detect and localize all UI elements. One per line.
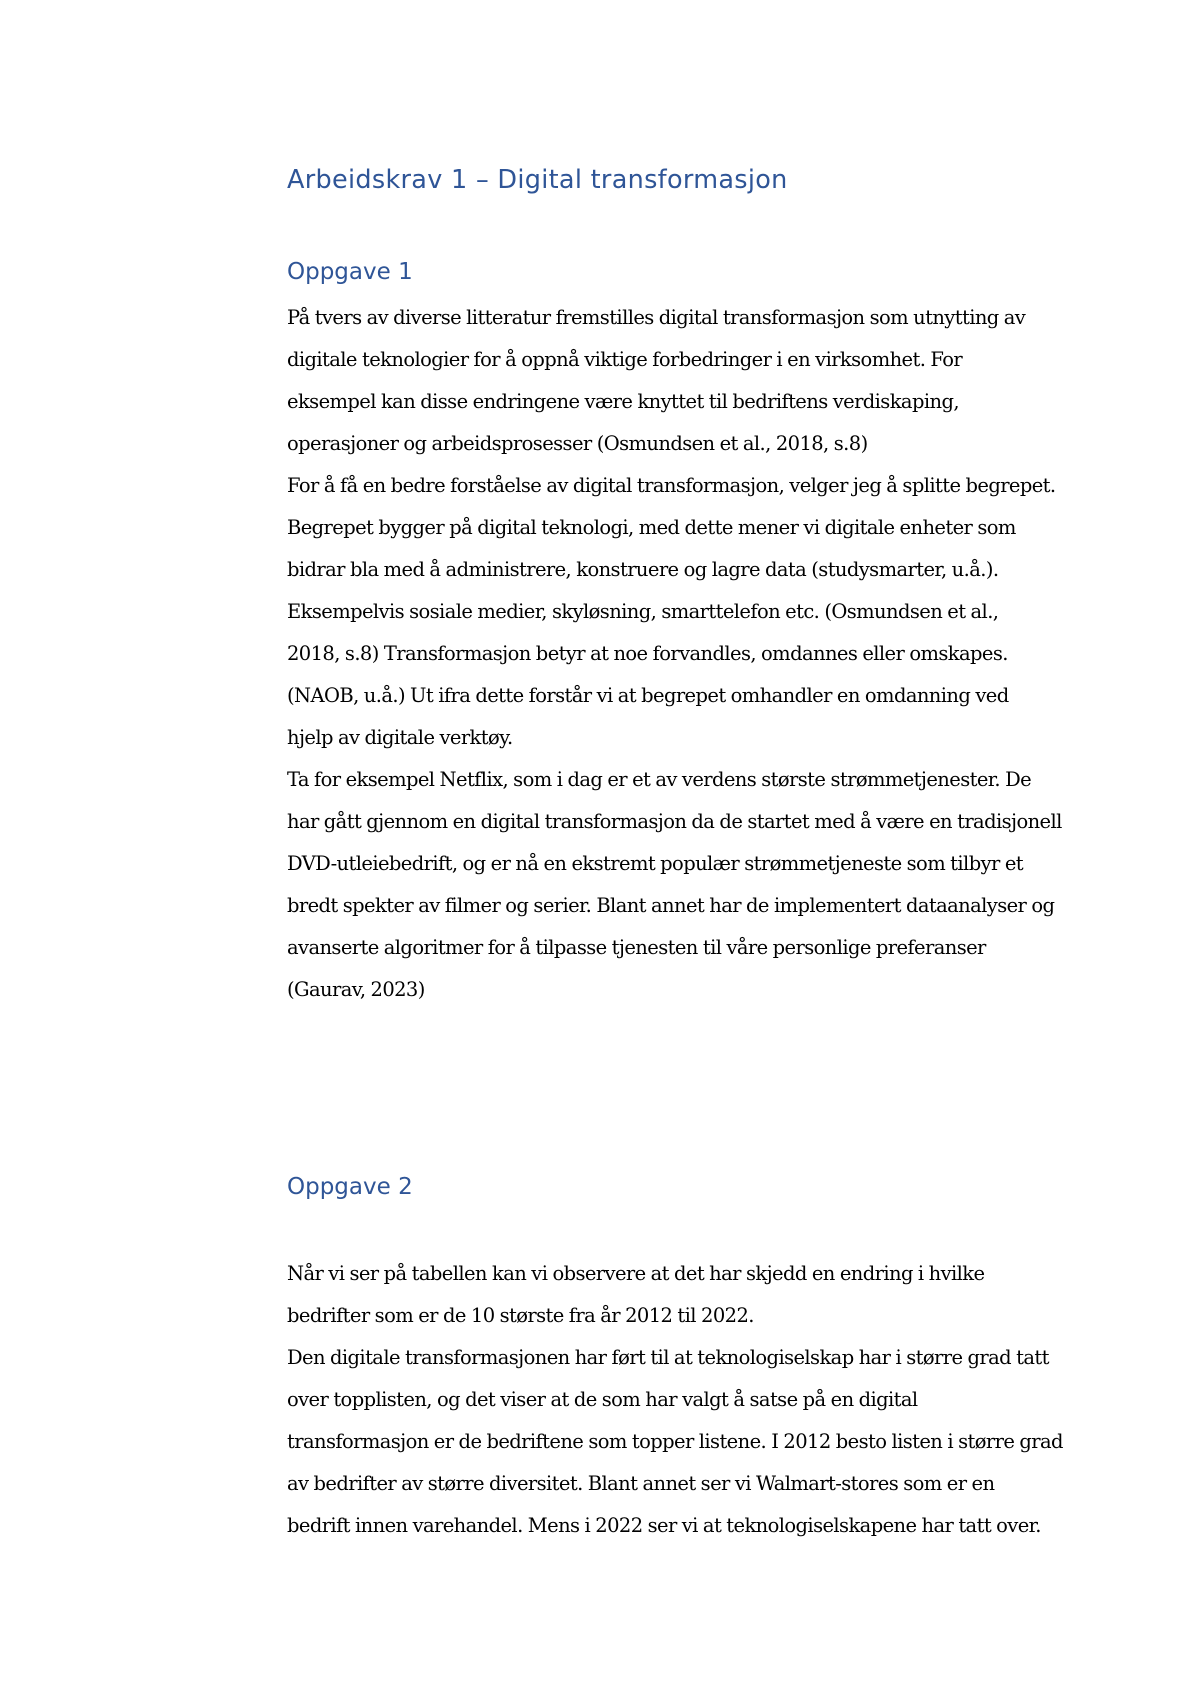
document-page — [287, 158, 1099, 1547]
text-line: På tvers av diverse litteratur fremstilles digital transformasjon som utnytting av — [287, 306, 1026, 329]
text-line: (NAOB, u.å.) Ut ifra dette forstår vi at begrepet omhandler en omdanning ved — [287, 684, 1009, 707]
text-line: operasjoner og arbeidsprosesser (Osmundsen et al., 2018, s.8) — [287, 432, 868, 455]
text-line: bedrifter som er de 10 største fra år 2012 til 2022. — [287, 1304, 754, 1327]
text-line: av bedrifter av større diversitet. Blant annet ser vi Walmart-stores som er en — [287, 1472, 995, 1495]
text-line: avanserte algoritmer for å tilpasse tjenesten til våre personlige preferanser — [287, 936, 986, 959]
text-line: 2018, s.8) Transformasjon betyr at noe forvandles, omdannes eller omskapes. — [287, 642, 1008, 665]
text-line: eksempel kan disse endringene være knyttet til bedriftens verdiskaping, — [287, 390, 959, 413]
section-heading-oppgave-2: Oppgave 2 — [287, 1174, 413, 1200]
text-line: digitale teknologier for å oppnå viktige forbedringer i en virksomhet. For — [287, 348, 963, 371]
text-line: hjelp av digitale verktøy. — [287, 726, 513, 749]
document-title: Arbeidskrav 1 – Digital transformasjon — [287, 165, 788, 195]
text-line: For å få en bedre forståelse av digital transformasjon, velger jeg å splitte begrepet. — [287, 474, 1056, 497]
text-line: (Gaurav, 2023) — [287, 978, 425, 1001]
text-line: Begrepet bygger på digital teknologi, med dette mener vi digitale enheter som — [287, 516, 1016, 539]
text-line: transformasjon er de bedriftene som topper listene. I 2012 besto listen i større grad — [287, 1430, 1063, 1453]
text-line: Den digitale transformasjonen har ført til at teknologiselskap har i større grad tatt — [287, 1346, 1049, 1369]
text-line: bredt spekter av filmer og serier. Blant annet har de implementert dataanalyser og — [287, 894, 1055, 917]
text-line: har gått gjennom en digital transformasjon da de startet med å være en tradisjonell — [287, 810, 1062, 833]
text-line: DVD-utleiebedrift, og er nå en ekstremt populær strømmetjeneste som tilbyr et — [287, 852, 1023, 875]
text-line: Eksempelvis sosiale medier, skyløsning, smarttelefon etc. (Osmundsen et al., — [287, 600, 999, 623]
section-2-body — [287, 1253, 1099, 1547]
text-line: bidrar bla med å administrere, konstruere og lagre data (studysmarter, u.å.). — [287, 558, 999, 581]
text-line: Når vi ser på tabellen kan vi observere at det har skjedd en endring i hvilke — [287, 1262, 985, 1285]
text-line: Ta for eksempel Netflix, som i dag er et av verdens største strømmetjenester. De — [287, 768, 1032, 791]
section-heading-oppgave-1: Oppgave 1 — [287, 259, 413, 285]
section-1-body — [287, 297, 1099, 1011]
text-line: bedrift innen varehandel. Mens i 2022 ser vi at teknologiselskapene har tatt over. — [287, 1514, 1041, 1537]
text-line: over topplisten, og det viser at de som har valgt å satse på en digital — [287, 1388, 918, 1411]
